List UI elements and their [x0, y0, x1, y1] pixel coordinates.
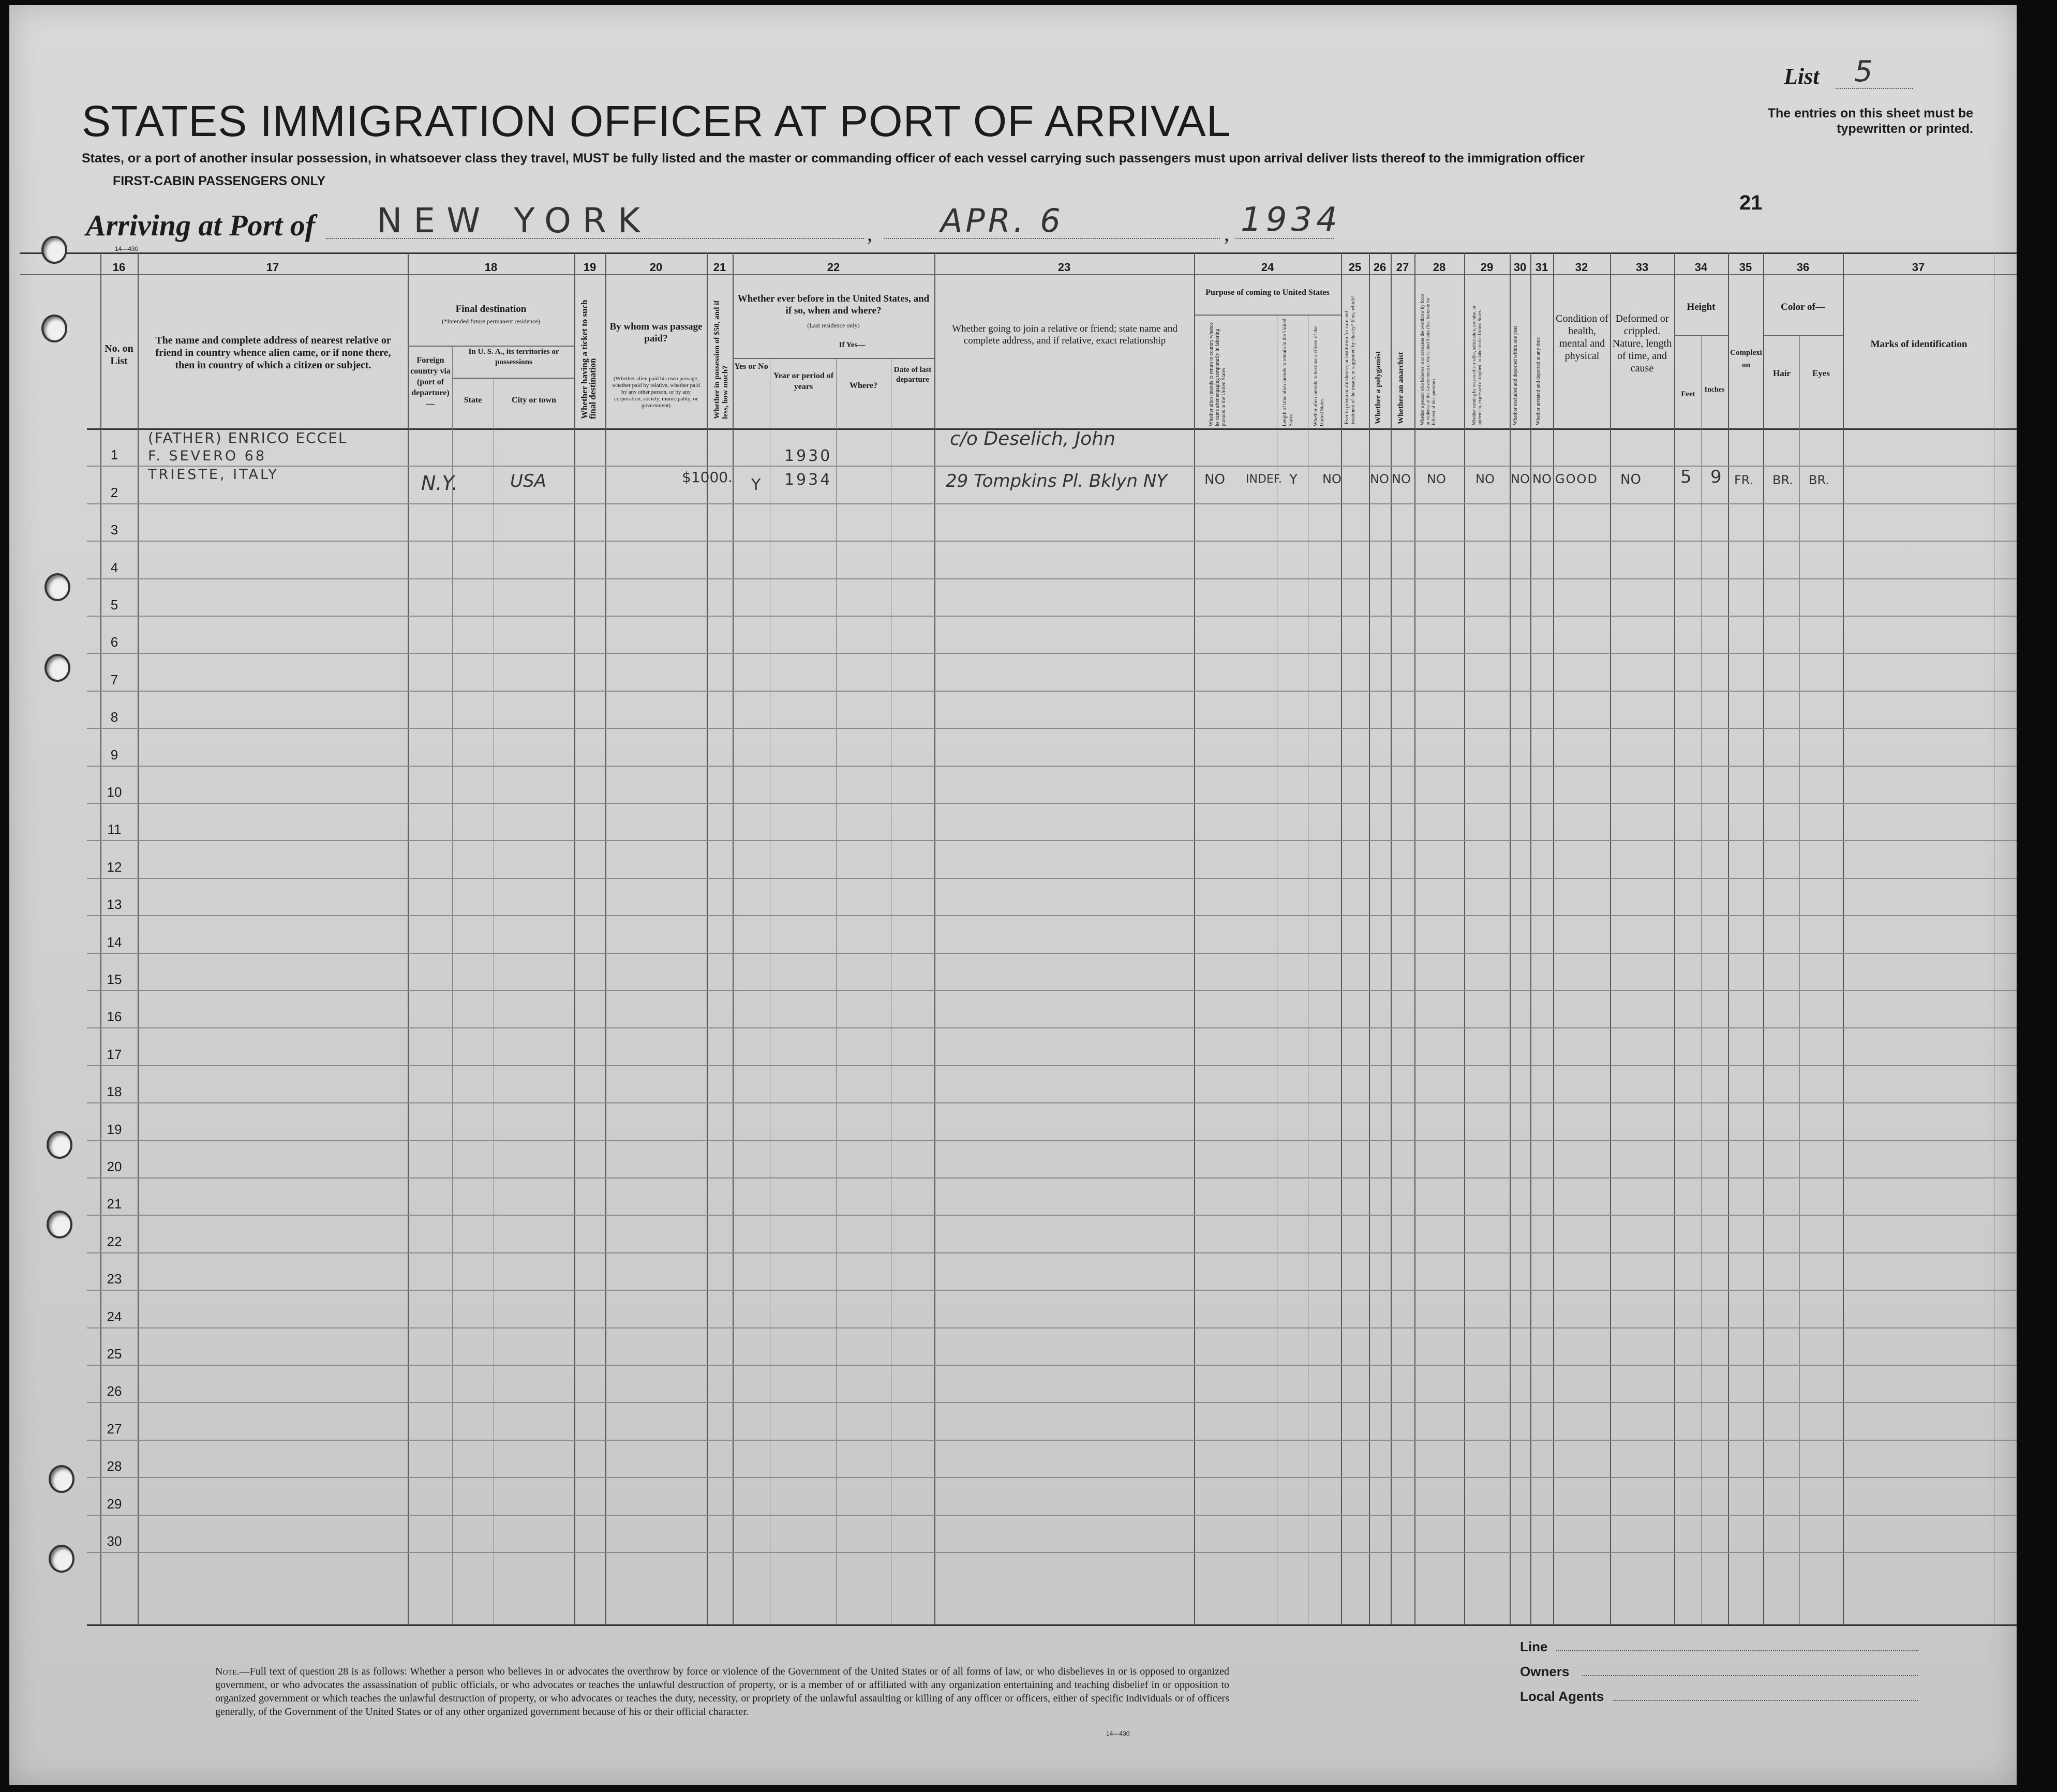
date-value: APR. 6 — [941, 202, 1064, 240]
question-28-note — [215, 1665, 1229, 1719]
row-number: 4 — [110, 559, 118, 575]
row-rule — [87, 915, 2017, 916]
col-rule — [1464, 252, 1465, 1624]
col-rule — [1674, 252, 1675, 1624]
entry-eyes: BR. — [1809, 473, 1829, 487]
entry-health: GOOD — [1555, 472, 1598, 486]
row-number: 11 — [107, 822, 122, 838]
row-rule — [87, 878, 2017, 879]
year-dotline — [1235, 238, 1334, 239]
row-number: 13 — [107, 897, 122, 913]
header-in-usa: In U. S. A., its territories or possessions — [468, 348, 559, 366]
row-number: 7 — [110, 671, 118, 688]
col-num-19: 19 — [583, 261, 597, 274]
row-rule — [87, 1402, 2017, 1403]
header-inches: Inches — [1704, 386, 1725, 394]
binder-hole — [49, 1465, 74, 1493]
entry-before-in-us: Y — [751, 476, 761, 494]
col-num-27: 27 — [1396, 261, 1409, 274]
owners-dotline — [1582, 1675, 1918, 1676]
table-bottom-rule — [87, 1624, 2017, 1626]
row-rule — [87, 1252, 2017, 1253]
header-anarchist: Whether an anarchist — [1397, 352, 1405, 424]
header-height: Height — [1687, 302, 1716, 312]
entry-length-stay: INDEF. — [1246, 473, 1282, 486]
entry-q29: NO — [1475, 472, 1495, 486]
row-rule — [87, 953, 2017, 954]
col-num-23: 23 — [1057, 261, 1071, 274]
col-rule — [452, 346, 453, 1624]
owners-label: Owners — [1520, 1664, 1570, 1679]
entry-feet: 5 — [1680, 467, 1692, 487]
col-num-29: 29 — [1480, 261, 1494, 274]
row-number: 15 — [107, 972, 122, 987]
col-num-24: 24 — [1261, 261, 1274, 274]
row-number: 6 — [110, 634, 118, 650]
line-label: Line — [1520, 1639, 1548, 1654]
row-rule — [87, 728, 2017, 729]
row-number: 24 — [107, 1308, 122, 1324]
col-rule — [1553, 252, 1554, 1624]
col-rule — [733, 252, 734, 1624]
row-rule — [87, 990, 2017, 991]
table-top-rule — [20, 252, 2017, 254]
row-number: 21 — [107, 1196, 122, 1212]
header-last-residence: (Last residence only) — [807, 322, 860, 329]
row-rule — [87, 578, 2017, 579]
col-num-28: 28 — [1433, 261, 1446, 274]
row-number: 22 — [107, 1233, 122, 1249]
entry-state: USA — [510, 471, 546, 491]
subhead-rule — [1763, 335, 1843, 336]
entry-polygamist: NO — [1370, 472, 1389, 486]
row-rule — [87, 1177, 2017, 1178]
row-rule — [87, 541, 2017, 542]
entry-money: $1000. — [682, 469, 733, 486]
header-arrested: Whether arrested and deported at any time — [1536, 337, 1541, 425]
binder-hole — [41, 315, 67, 342]
col-rule — [138, 252, 139, 1624]
col-num-33: 33 — [1635, 261, 1649, 274]
row-number: 8 — [110, 709, 118, 725]
row-number: 5 — [110, 597, 118, 613]
note-label: Note. — [215, 1666, 240, 1677]
entry-years-1: 1930 — [784, 447, 832, 465]
entry-citizen-intent: Y — [1289, 472, 1298, 487]
col-num-17: 17 — [266, 261, 279, 274]
col-rule — [408, 252, 409, 1624]
binder-hole — [44, 654, 70, 682]
col-rule — [1799, 335, 1800, 1624]
header-excluded: Whether excluded and deported within one year — [1513, 325, 1518, 425]
list-label: List — [1784, 64, 1820, 89]
col-rule — [1763, 252, 1764, 1624]
form-number-bottom: 14—430 — [1106, 1730, 1130, 1737]
row-number: 26 — [107, 1383, 122, 1399]
entry-join-line2: 29 Tompkins Pl. Bklyn NY — [946, 471, 1168, 491]
binder-hole — [41, 236, 67, 264]
entry-complexion: FR. — [1734, 473, 1754, 487]
col-rule — [934, 252, 935, 1624]
col-rule — [1701, 335, 1702, 1624]
col-rule — [1391, 252, 1392, 1624]
row-rule — [87, 803, 2017, 804]
row-rule — [87, 1102, 2017, 1103]
entry-anarchist: NO — [1392, 472, 1411, 486]
note-text: —Full text of question 28 is as follows: Whether a person who believes in or advocates the overthrow by force or violence of the Government of the United States or of all forms of law, or who disbelieves in or is opposed to organized government, or who advocates the assassination of public officials, or who advocates or teaches the unlawful destruction of property, or is a member of or affiliated with any organization entertaining and teaching disbelief in or opposition to organized government or which teaches the unlawful destruction of property, or who advocates or teaches the duty, necessity, or propriety of the unlawful assaulting or killing of any officer or officers, either of specific individuals or of officers generally, of the Government of the United States or of any other organized government because of his or their official character. — [215, 1666, 1229, 1718]
header-if-yes: If Yes— — [839, 341, 866, 349]
header-where: Where? — [849, 381, 877, 390]
header-length-stay: Length of time alien intends to remain in the United States — [1282, 318, 1294, 426]
col-rule — [1510, 252, 1511, 1624]
col-num-18: 18 — [484, 261, 498, 274]
arriving-label: Arriving at Port of — [86, 208, 316, 242]
manifest-sheet — [9, 5, 2017, 1785]
row-rule — [87, 1365, 2017, 1366]
binder-hole — [49, 1545, 74, 1573]
row-number: 16 — [107, 1009, 122, 1025]
header-q28: Whether a person who believes in or advocates the overthrow by force or violence of the Government of the United States (See footnote for full text of this question) — [1420, 293, 1436, 425]
row-rule — [87, 1477, 2017, 1478]
entry-relative-line1: (FATHER) ENRICO ECCEL — [148, 429, 348, 446]
col-num-22: 22 — [827, 261, 840, 274]
row-rule — [87, 503, 2017, 504]
entry-relative-line3: TRIESTE, ITALY — [148, 467, 279, 483]
col-num-36: 36 — [1796, 261, 1810, 274]
row-rule — [87, 1290, 2017, 1291]
col-num-31: 31 — [1535, 261, 1548, 274]
header-date-departure: Date of last departure — [893, 366, 932, 384]
col-rule — [605, 252, 606, 1624]
row-number: 17 — [107, 1046, 122, 1062]
col-num-30: 30 — [1513, 261, 1527, 274]
page-title: STATES IMMIGRATION OFFICER AT PORT OF ARRIVAL — [82, 97, 1231, 145]
entry-q28: NO — [1427, 472, 1446, 486]
col-num-32: 32 — [1575, 261, 1588, 274]
row-number: 27 — [107, 1421, 122, 1437]
col-num-16: 16 — [112, 261, 126, 274]
row-rule — [87, 1065, 2017, 1066]
column-number-rule — [20, 274, 2017, 275]
row-rule — [87, 691, 2017, 692]
entry-return-intent: NO — [1204, 472, 1225, 487]
row-number: 1 — [110, 447, 118, 463]
col-rule — [574, 252, 575, 1624]
header-no-on-list: No. on List — [105, 343, 133, 367]
col-num-21: 21 — [713, 261, 726, 274]
entry-q30: NO — [1511, 472, 1530, 486]
col-num-25: 25 — [1348, 261, 1362, 274]
row-number: 25 — [107, 1346, 122, 1362]
header-purpose: Purpose of coming to United States — [1205, 288, 1330, 297]
row-rule — [87, 1140, 2017, 1141]
header-passage-note: (Whether alien paid his own passage, whether paid by relative, whether paid by any other person, or by any corporation, society, municipality, or government) — [612, 376, 700, 409]
row-number: 30 — [107, 1533, 122, 1549]
row-rule — [87, 466, 2017, 467]
agents-dotline — [1613, 1700, 1918, 1701]
row-number: 2 — [110, 484, 118, 500]
entry-relative-line2: F. SEVERO 68 — [148, 448, 267, 464]
comma-mark: , — [867, 222, 872, 245]
binder-hole — [47, 1211, 72, 1238]
col-num-37: 37 — [1912, 261, 1925, 274]
comma-mark-2: , — [1224, 222, 1229, 245]
header-q29: Whether coming by reason of any offer, solicitation, promise, or agreement, expressed or implied, to labor in the United States — [1471, 305, 1482, 425]
col-rule — [1414, 252, 1415, 1624]
row-rule — [87, 1327, 2017, 1328]
col-num-20: 20 — [649, 261, 663, 274]
row-number: 19 — [107, 1121, 122, 1137]
col-rule — [836, 358, 837, 1624]
row-rule — [87, 1027, 2017, 1028]
header-return-intent: Whether alien intends to return to country whence he came after engaging temporarily in laboring pursuits in the United States — [1209, 322, 1227, 426]
port-value: NEW YORK — [377, 201, 652, 241]
header-ticket: Whether having a ticket to such final destination — [579, 300, 598, 419]
header-year-period: Year or period of years — [773, 371, 834, 391]
subhead-rule — [1674, 335, 1728, 336]
header-state: State — [464, 396, 482, 405]
row-number: 29 — [107, 1496, 122, 1512]
row-number: 20 — [107, 1159, 122, 1174]
entry-prison: NO — [1322, 472, 1341, 486]
col-rule — [1728, 252, 1729, 1624]
row-rule — [87, 616, 2017, 617]
col-rule — [1194, 252, 1195, 1624]
col-rule — [1530, 252, 1531, 1624]
col-rule — [1369, 252, 1370, 1624]
header-deformed: Deformed or crippled. Nature, length of time, and cause — [1612, 313, 1672, 374]
list-number: 5 — [1854, 55, 1873, 88]
entry-hair: BR. — [1772, 473, 1793, 487]
form-number-top: 14—430 — [115, 245, 139, 252]
subhead-rule — [733, 358, 934, 359]
col-rule — [707, 252, 708, 1624]
binder-hole — [44, 573, 70, 601]
binder-hole — [47, 1131, 72, 1159]
header-join-relative: Whether going to join a relative or friend; state name and complete address, and if relative, exact relationship — [952, 323, 1177, 346]
col-num-35: 35 — [1739, 261, 1752, 274]
row-number: 18 — [107, 1084, 122, 1100]
entry-join-line1: c/o Deselich, John — [950, 428, 1115, 450]
row-number: 9 — [110, 746, 118, 763]
header-yes-no: Yes or No — [734, 362, 768, 371]
row-rule — [87, 766, 2017, 767]
row-rule — [87, 1552, 2017, 1553]
header-eyes: Eyes — [1812, 368, 1830, 378]
header-citizen-intent: Whether alien intends to become a citizen of the United States — [1313, 326, 1325, 426]
entry-q31: NO — [1532, 472, 1552, 486]
sheet-number: 21 — [1739, 191, 1763, 214]
row-number: 10 — [107, 784, 122, 800]
row-rule — [87, 840, 2017, 841]
col-rule — [1341, 252, 1342, 1624]
entries-note: The entries on this sheet must be typewritten or printed. — [1767, 106, 1973, 136]
header-fifty-dollars: Whether in possession of $50, and if less, how much? — [713, 300, 729, 419]
row-rule — [87, 1515, 2017, 1516]
instructions-line: States, or a port of another insular possession, in whatsoever class they travel, MUST be fully listed and the master or commanding officer of each vessel carrying such passengers must upon arrival deliver lists thereof to the immigration officer — [82, 151, 1585, 166]
header-passage-paid: By whom was passage paid? — [609, 321, 703, 344]
header-prison: Ever in prison or almshouse, or institution for care and treatment of the insane, or supported by charity? If so, which? — [1344, 295, 1356, 424]
entry-years-2: 1934 — [784, 471, 832, 489]
entry-deformed: NO — [1620, 472, 1641, 487]
header-complexion: Complexion — [1730, 349, 1762, 369]
header-city: City or town — [512, 396, 556, 405]
header-final-destination: Final destination — [455, 304, 527, 315]
entry-inches: 9 — [1710, 467, 1722, 487]
col-num-26: 26 — [1373, 261, 1387, 274]
header-health: Condition of health, mental and physical — [1556, 313, 1608, 362]
header-nearest-relative: The name and complete address of nearest relative or friend in country whence alien came, or if none there, then in country of which a citizen or subject. — [155, 335, 391, 371]
header-foreign-country: Foreign country via (port of departure)— — [410, 356, 451, 408]
col-num-34: 34 — [1694, 261, 1708, 274]
header-final-destination-note: (*Intended future permanent residence) — [442, 318, 540, 325]
header-feet: Feet — [1681, 390, 1695, 398]
col-rule — [1610, 252, 1611, 1624]
row-rule — [87, 1215, 2017, 1216]
subhead-rule — [1194, 315, 1341, 316]
list-dotline — [1836, 88, 1913, 89]
year-value: 1934 — [1241, 201, 1341, 239]
row-number: 14 — [107, 934, 122, 950]
header-polygamist: Whether a polygamist — [1374, 351, 1382, 424]
header-ever-in-us: Whether ever before in the United States, and if so, when and where? — [737, 293, 930, 316]
header-hair: Hair — [1773, 368, 1791, 378]
subhead-rule — [452, 378, 574, 379]
local-agents-label: Local Agents — [1520, 1689, 1604, 1704]
header-color-of: Color of— — [1781, 302, 1825, 312]
row-number: 28 — [107, 1458, 122, 1474]
col-rule — [1843, 252, 1844, 1624]
row-number: 3 — [110, 522, 118, 538]
line-dotline — [1556, 1650, 1918, 1651]
row-number: 12 — [107, 859, 122, 875]
row-rule — [87, 1440, 2017, 1441]
row-rule — [87, 653, 2017, 654]
entry-foreign-port: N.Y. — [421, 472, 458, 495]
header-marks: Marks of identification — [1870, 339, 1967, 350]
row-number: 23 — [107, 1271, 122, 1287]
cabin-class-label: FIRST-CABIN PASSENGERS ONLY — [113, 174, 326, 188]
